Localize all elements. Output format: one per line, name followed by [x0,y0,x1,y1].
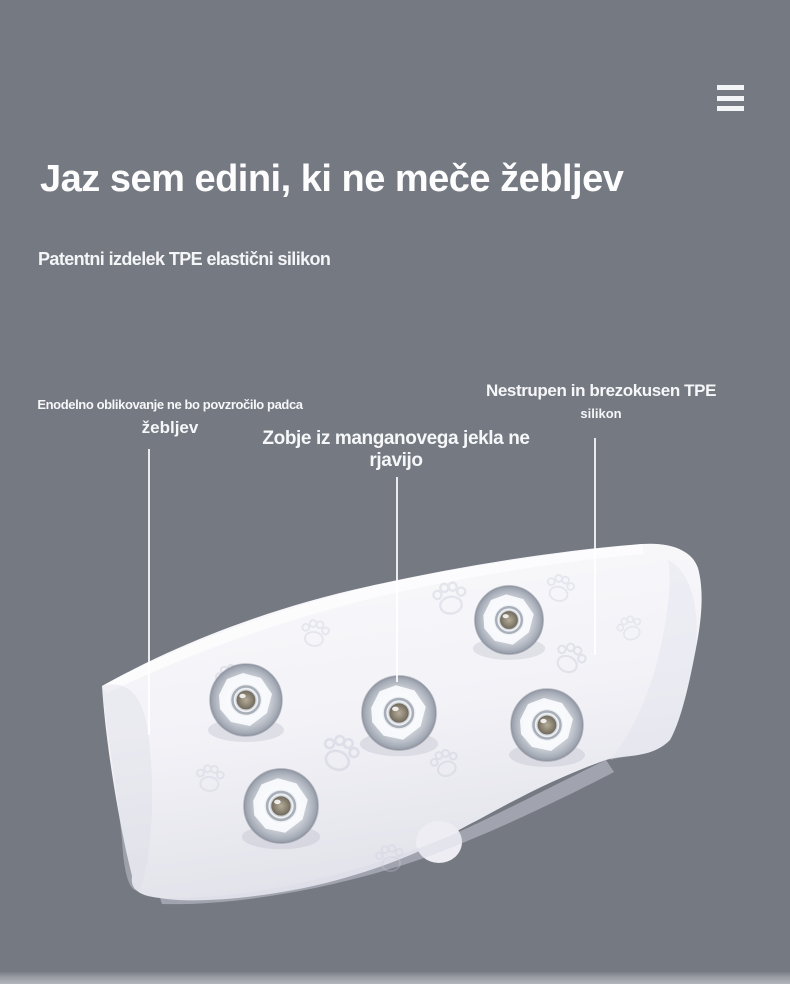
callout-tpe-silicone-line2: silikon [580,406,622,421]
hamburger-menu-icon[interactable] [717,85,744,111]
page-title: Jaz sem edini, ki ne meče žebljev [40,158,624,200]
page-subtitle: Patentni izdelek TPE elastični silikon [38,249,331,269]
product-image [90,528,710,920]
callout-one-piece-line1: Enodelno oblikovanje ne bo povzročilo padca [37,397,303,412]
callout-steel-teeth-line2: rjavijo [369,450,423,471]
bottom-strip [0,972,790,984]
callout-steel-teeth-line1: Zobje iz manganovega jekla ne [262,428,530,449]
callout-one-piece-line2: žebljev [141,418,199,437]
callout-line-center [396,477,398,682]
stud [242,769,320,849]
stud [509,689,585,767]
menu-bar [717,85,744,90]
menu-bar [717,96,744,101]
callout-tpe-silicone-line1: Nestrupen in brezokusen TPE [485,381,717,400]
stud [473,586,545,660]
stud [208,664,284,742]
callout-line-right [594,438,596,655]
callout-steel-teeth [233,428,559,472]
callout-line-left [148,449,150,735]
menu-bar [717,106,744,111]
stud [360,676,438,756]
callout-tpe-silicone [450,381,752,421]
